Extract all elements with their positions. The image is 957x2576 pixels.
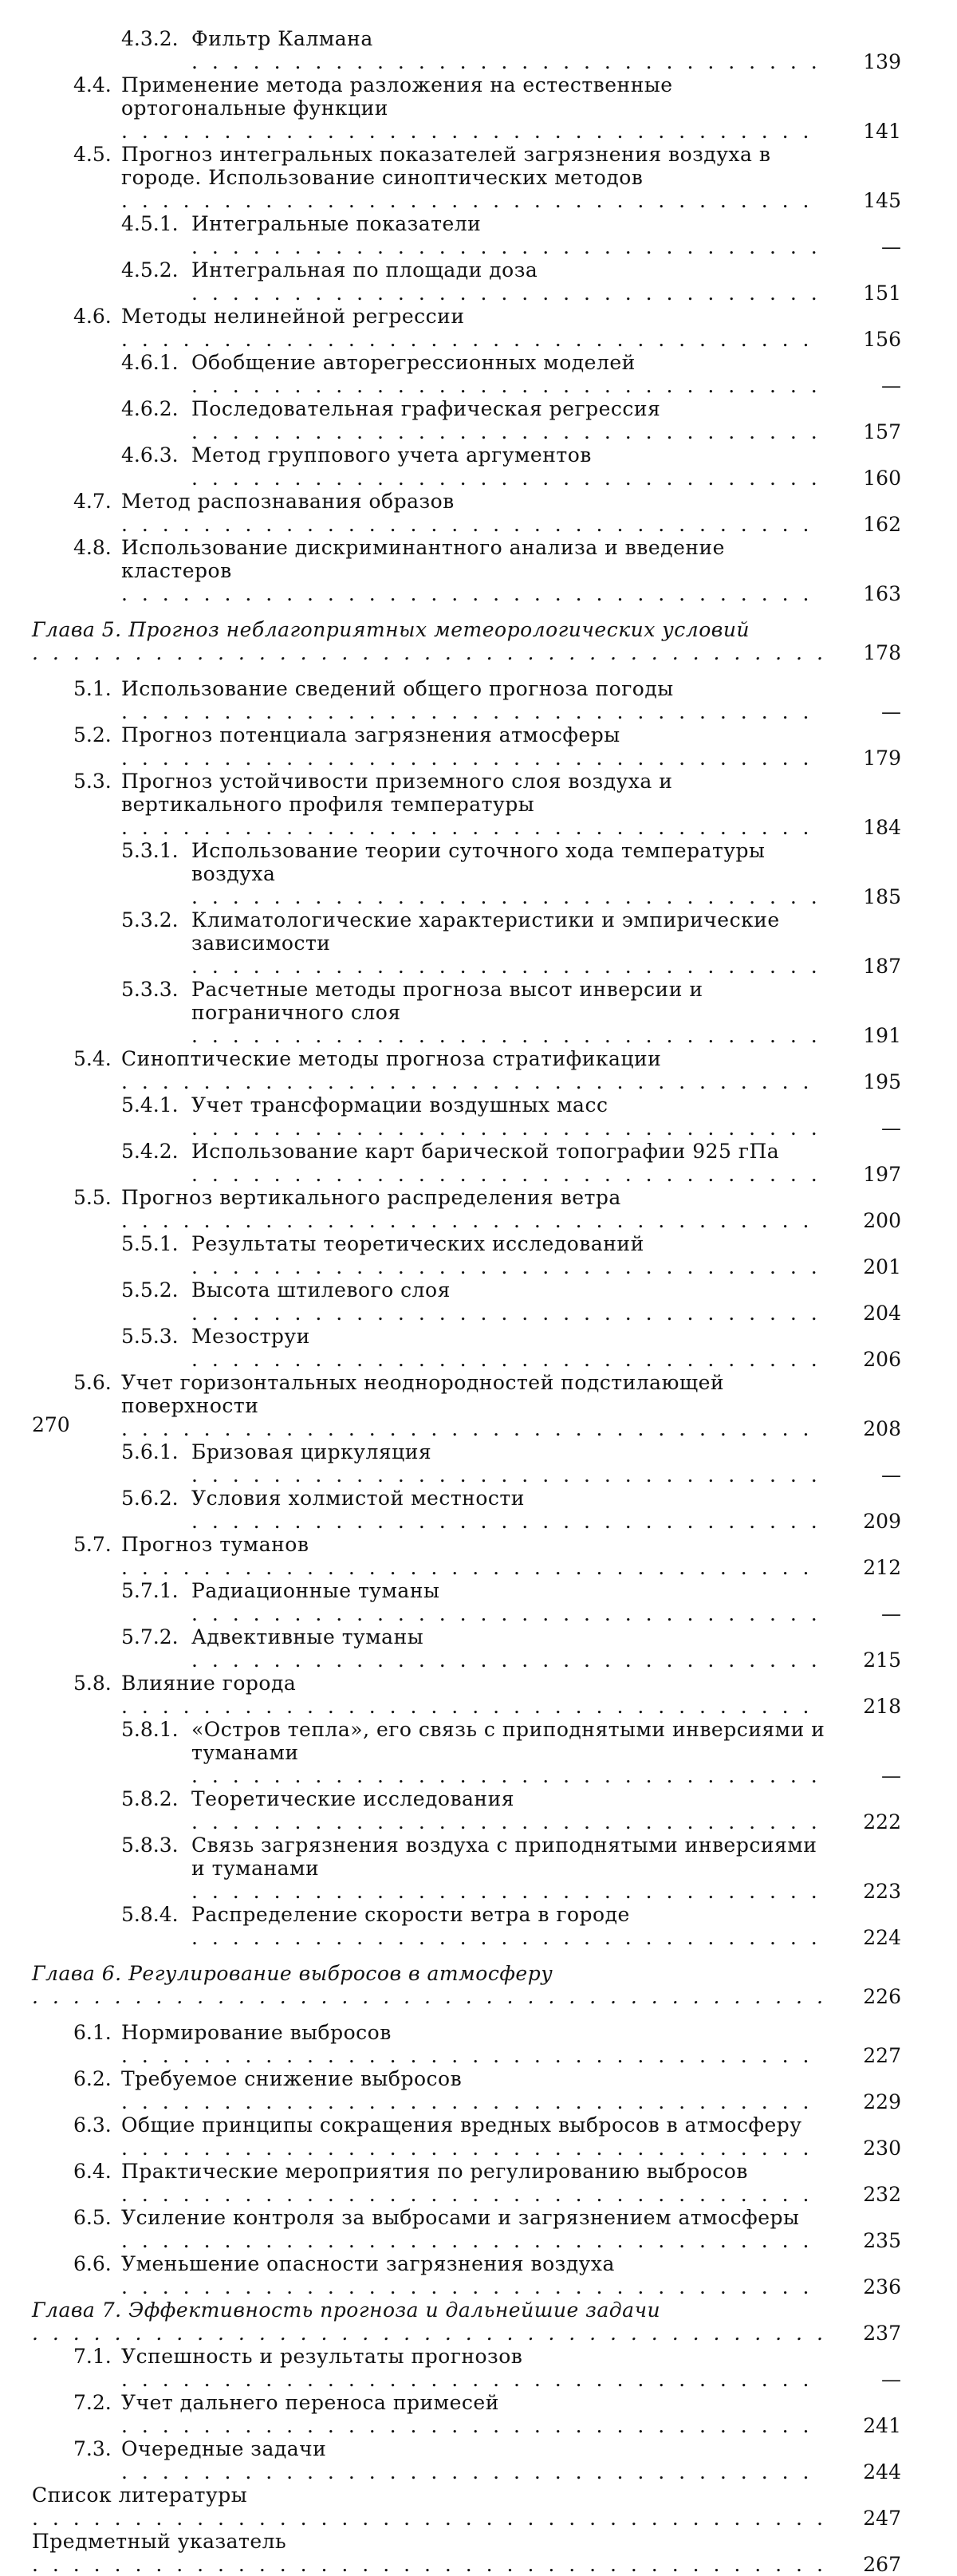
toc-entry xyxy=(32,1533,901,1579)
entry-title: Последовательная графическая регрессия xyxy=(191,397,661,420)
toc-entry xyxy=(32,1579,901,1625)
entry-title: Адвективные туманы xyxy=(191,1625,424,1648)
toc-entry xyxy=(32,1325,901,1371)
toc-entry xyxy=(32,2530,901,2576)
leader-dots: . . . . . . . . . . . . . . . . . . . . . . . . . . . . . . . . . . xyxy=(121,2229,813,2252)
toc-entry xyxy=(32,2067,901,2113)
section-number: 5.4.1. xyxy=(121,1093,179,1117)
page-ref: 178 xyxy=(863,641,901,664)
toc-entry xyxy=(32,1903,901,1949)
section-number: 5.7.1. xyxy=(121,1579,179,1602)
entry-title: Синоптические методы прогноза стратификации xyxy=(121,1047,662,1070)
section-number: 5.5.2. xyxy=(121,1278,179,1302)
toc-entry xyxy=(32,1140,901,1186)
page-ref: 229 xyxy=(863,2090,901,2113)
page-ref: — xyxy=(881,1463,901,1487)
entry-title: Глава 7. Эффективность прогноза и дальнейшие задачи xyxy=(32,2298,661,2322)
section-number: 5.3.3. xyxy=(121,978,179,1001)
leader-dots: . . . . . . . . . . . . . . . . . . . . . . . . . . . . . . . . . . xyxy=(121,2044,813,2067)
leader-dots: . . . . . . . . . . . . . . . . . . . . . . . . . . . . . . . xyxy=(191,885,821,908)
page-ref: 197 xyxy=(863,1163,901,1186)
leader-dots: . . . . . . . . . . . . . . . . . . . . . . . . . . . . . . . xyxy=(191,1255,821,1278)
section-number: 5.7. xyxy=(73,1533,112,1556)
entry-title: Условия холмистой местности xyxy=(191,1487,525,1510)
section-number: 7.3. xyxy=(73,2437,112,2460)
toc-entry xyxy=(32,1093,901,1140)
toc-entry xyxy=(32,2206,901,2252)
entry-title: Использование карт барической топографии 925 гПа xyxy=(191,1140,780,1163)
toc-entry xyxy=(32,443,901,490)
section-number: 5.1. xyxy=(73,677,112,700)
section-number: 5.8.1. xyxy=(121,1718,179,1741)
section-number: 5.3.2. xyxy=(121,908,179,932)
toc-entry xyxy=(32,2021,901,2067)
entry-title: Прогноз туманов xyxy=(121,1533,309,1556)
section-number: 4.3.2. xyxy=(121,27,179,50)
toc-entry xyxy=(32,397,901,443)
section-number: 4.7. xyxy=(73,490,112,513)
leader-dots: . . . . . . . . . . . . . . . . . . . . . . . . . . . . . . . xyxy=(191,50,821,73)
page-ref: — xyxy=(881,700,901,723)
toc-entry xyxy=(32,1672,901,1718)
entry-title: «Остров тепла», его связь с приподнятыми инверсиями и туманами xyxy=(191,1718,825,1764)
section-number: 5.3.1. xyxy=(121,839,179,862)
section-number: 5.5. xyxy=(73,1186,112,1209)
leader-dots: . . . . . . . . . . . . . . . . . . . . . . . . . . . . . . . xyxy=(191,1510,821,1533)
leader-dots: . . . . . . . . . . . . . . . . . . . . . . . . . . . . . . . . . . xyxy=(121,189,813,212)
leader-dots: . . . . . . . . . . . . . . . . . . . . . . . . . . . . . . . . . . xyxy=(121,1209,813,1232)
section-number: 4.8. xyxy=(73,536,112,559)
toc-entry xyxy=(32,258,901,305)
toc-entry xyxy=(32,677,901,723)
section-number: 4.5. xyxy=(73,143,112,166)
entry-title: Обобщение авторегрессионных моделей xyxy=(191,351,636,374)
toc-entry xyxy=(32,305,901,351)
toc-entry xyxy=(32,1718,901,1787)
section-number: 4.6.1. xyxy=(121,351,179,374)
section-number: 5.8.4. xyxy=(121,1903,179,1926)
page-ref: — xyxy=(881,1602,901,1625)
page-ref: 226 xyxy=(863,1985,901,2008)
page-ref: 163 xyxy=(863,582,901,605)
page-ref: 209 xyxy=(863,1510,901,1533)
toc-entry xyxy=(32,2345,901,2391)
page-ref: 139 xyxy=(863,50,901,73)
section-number: 6.6. xyxy=(73,2252,112,2275)
leader-dots: . . . . . . . . . . . . . . . . . . . . . . . . . . . . . . . xyxy=(191,1880,821,1903)
entry-title: Методы нелинейной регрессии xyxy=(121,305,465,328)
page-ref: 204 xyxy=(863,1302,901,1325)
page-ref: 218 xyxy=(863,1695,901,1718)
entry-title: Мезоструи xyxy=(191,1325,310,1348)
chapter-entry xyxy=(32,618,901,664)
entry-title: Требуемое снижение выбросов xyxy=(121,2067,463,2090)
entry-title: Использование дискриминантного анализа и введение кластеров xyxy=(121,536,725,582)
page-ref: 206 xyxy=(863,1348,901,1371)
section-number: 4.6.2. xyxy=(121,397,179,420)
leader-dots: . . . . . . . . . . . . . . . . . . . . . . . . . . . . . . . xyxy=(191,235,821,258)
toc-entry xyxy=(32,1278,901,1325)
leader-dots: . . . . . . . . . . . . . . . . . . . . . . . . . . . . . . . xyxy=(191,1117,821,1140)
leader-dots: . . . . . . . . . . . . . . . . . . . . . . . . . . . . . . . xyxy=(191,1163,821,1186)
toc-entry xyxy=(32,2252,901,2298)
page-ref: — xyxy=(881,2368,901,2391)
entry-title: Учет горизонтальных неоднородностей подстилающей поверхности xyxy=(121,1371,725,1417)
page-ref: 208 xyxy=(863,1417,901,1440)
entry-title: Теоретические исследования xyxy=(191,1787,515,1810)
entry-title: Список литературы xyxy=(32,2483,248,2507)
leader-dots: . . . . . . . . . . . . . . . . . . . . . . . . . . . . . . . . . . xyxy=(121,2275,813,2298)
leader-dots: . . . . . . . . . . . . . . . . . . . . . . . . . . . . . . . . . . . . . . . xyxy=(32,2507,827,2530)
entry-title: Глава 6. Регулирование выбросов в атмосферу xyxy=(32,1962,553,1985)
entry-title: Метод группового учета аргументов xyxy=(191,443,592,467)
leader-dots: . . . . . . . . . . . . . . . . . . . . . . . . . . . . . . . xyxy=(191,1648,821,1672)
toc-entry xyxy=(32,73,901,143)
entry-title: Использование теории суточного хода температуры воздуха xyxy=(191,839,766,885)
toc-entry xyxy=(32,770,901,839)
page-ref: — xyxy=(881,374,901,397)
entry-title: Расчетные методы прогноза высот инверсии и пограничного слоя xyxy=(191,978,703,1024)
leader-dots: . . . . . . . . . . . . . . . . . . . . . . . . . . . . . . . . . . xyxy=(121,1556,813,1579)
section-number: 5.6. xyxy=(73,1371,112,1394)
page-ref: 185 xyxy=(863,885,901,908)
leader-dots: . . . . . . . . . . . . . . . . . . . . . . . . . . . . . . . . . . . . . . . xyxy=(32,641,827,664)
leader-dots: . . . . . . . . . . . . . . . . . . . . . . . . . . . . . . . xyxy=(191,1024,821,1047)
leader-dots: . . . . . . . . . . . . . . . . . . . . . . . . . . . . . . . . . . xyxy=(121,1417,813,1440)
page-ref: 212 xyxy=(863,1556,901,1579)
section-number: 5.8. xyxy=(73,1672,112,1695)
section-number: 4.6. xyxy=(73,305,112,328)
page-ref: 241 xyxy=(863,2414,901,2437)
leader-dots: . . . . . . . . . . . . . . . . . . . . . . . . . . . . . . . xyxy=(191,1764,821,1787)
leader-dots: . . . . . . . . . . . . . . . . . . . . . . . . . . . . . . . . . . xyxy=(121,2368,813,2391)
leader-dots: . . . . . . . . . . . . . . . . . . . . . . . . . . . . . . . . . . xyxy=(121,1070,813,1093)
entry-title: Фильтр Калмана xyxy=(191,27,373,50)
section-number: 6.5. xyxy=(73,2206,112,2229)
toc-entry xyxy=(32,1625,901,1672)
entry-title: Радиационные туманы xyxy=(191,1579,440,1602)
leader-dots: . . . . . . . . . . . . . . . . . . . . . . . . . . . . . . . xyxy=(191,1348,821,1371)
leader-dots: . . . . . . . . . . . . . . . . . . . . . . . . . . . . . . . . . . xyxy=(121,120,813,143)
section-number: 6.2. xyxy=(73,2067,112,2090)
leader-dots: . . . . . . . . . . . . . . . . . . . . . . . . . . . . . . . xyxy=(191,1302,821,1325)
section-number: 7.2. xyxy=(73,2391,112,2414)
toc-entry xyxy=(32,2437,901,2483)
toc-entry xyxy=(32,1047,901,1093)
entry-title: Нормирование выбросов xyxy=(121,2021,392,2044)
leader-dots: . . . . . . . . . . . . . . . . . . . . . . . . . . . . . . . xyxy=(191,467,821,490)
leader-dots: . . . . . . . . . . . . . . . . . . . . . . . . . . . . . . . . . . xyxy=(121,1695,813,1718)
entry-title: Высота штилевого слоя xyxy=(191,1278,451,1302)
section-number: 5.6.1. xyxy=(121,1440,179,1463)
entry-title: Очередные задачи xyxy=(121,2437,327,2460)
leader-dots: . . . . . . . . . . . . . . . . . . . . . . . . . . . . . . . . . . xyxy=(121,582,813,605)
page-ref: 247 xyxy=(863,2507,901,2530)
leader-dots: . . . . . . . . . . . . . . . . . . . . . . . . . . . . . . . . . . . . . . . xyxy=(32,2322,827,2345)
entry-title: Связь загрязнения воздуха с приподнятыми инверсиями и туманами xyxy=(191,1834,817,1880)
page-ref: 230 xyxy=(863,2137,901,2160)
toc-entry xyxy=(32,1440,901,1487)
section-number: 4.5.2. xyxy=(121,258,179,282)
page-ref: — xyxy=(881,1117,901,1140)
entry-title: Влияние города xyxy=(121,1672,297,1695)
leader-dots: . . . . . . . . . . . . . . . . . . . . . . . . . . . . . . . xyxy=(191,1463,821,1487)
leader-dots: . . . . . . . . . . . . . . . . . . . . . . . . . . . . . . . xyxy=(191,1602,821,1625)
page-ref: 187 xyxy=(863,955,901,978)
leader-dots: . . . . . . . . . . . . . . . . . . . . . . . . . . . . . . . . . . xyxy=(121,2414,813,2437)
page-ref: 200 xyxy=(863,1209,901,1232)
section-number: 4.4. xyxy=(73,73,112,97)
section-number: 6.3. xyxy=(73,2113,112,2137)
page-ref: 227 xyxy=(863,2044,901,2067)
page-ref: 237 xyxy=(863,2322,901,2345)
entry-title: Усиление контроля за выбросами и загрязнением атмосферы xyxy=(121,2206,800,2229)
section-number: 5.4.2. xyxy=(121,1140,179,1163)
leader-dots: . . . . . . . . . . . . . . . . . . . . . . . . . . . . . . . xyxy=(191,1810,821,1834)
leader-dots: . . . . . . . . . . . . . . . . . . . . . . . . . . . . . . . . . . xyxy=(121,816,813,839)
entry-title: Интегральная по площади доза xyxy=(191,258,538,282)
leader-dots: . . . . . . . . . . . . . . . . . . . . . . . . . . . . . . . xyxy=(191,374,821,397)
page-ref: 157 xyxy=(863,420,901,443)
page-ref: 224 xyxy=(863,1926,901,1949)
leader-dots: . . . . . . . . . . . . . . . . . . . . . . . . . . . . . . . . . . xyxy=(121,700,813,723)
page-ref: 244 xyxy=(863,2460,901,2483)
entry-title: Метод распознавания образов xyxy=(121,490,455,513)
toc-entry xyxy=(32,143,901,212)
section-number: 6.1. xyxy=(73,2021,112,2044)
entry-title: Прогноз вертикального распределения ветра xyxy=(121,1186,621,1209)
page-ref: 223 xyxy=(863,1880,901,1903)
entry-title: Распределение скорости ветра в городе xyxy=(191,1903,630,1926)
page-number: 270 xyxy=(32,1413,70,1436)
toc-entry xyxy=(32,1834,901,1903)
entry-title: Прогноз потенциала загрязнения атмосферы xyxy=(121,723,620,746)
leader-dots: . . . . . . . . . . . . . . . . . . . . . . . . . . . . . . . xyxy=(191,955,821,978)
entry-title: Глава 5. Прогноз неблагоприятных метеорологических условий xyxy=(32,618,750,641)
leader-dots: . . . . . . . . . . . . . . . . . . . . . . . . . . . . . . . xyxy=(191,282,821,305)
entry-title: Успешность и результаты прогнозов xyxy=(121,2345,523,2368)
leader-dots: . . . . . . . . . . . . . . . . . . . . . . . . . . . . . . . . . . xyxy=(121,2460,813,2483)
entry-title: Уменьшение опасности загрязнения воздуха xyxy=(121,2252,615,2275)
toc-entry xyxy=(32,908,901,978)
entry-title: Учет трансформации воздушных масс xyxy=(191,1093,608,1117)
entry-title: Прогноз устойчивости приземного слоя воздуха и вертикального профиля температуры xyxy=(121,770,673,816)
page-ref: 162 xyxy=(863,513,901,536)
page-ref: 195 xyxy=(863,1070,901,1093)
chapter-entry xyxy=(32,2298,901,2345)
page-ref: 215 xyxy=(863,1648,901,1672)
entry-title: Использование сведений общего прогноза погоды xyxy=(121,677,674,700)
page-ref: 179 xyxy=(863,746,901,770)
entry-title: Практические мероприятия по регулированию выбросов xyxy=(121,2160,748,2183)
section-number: 6.4. xyxy=(73,2160,112,2183)
page-ref: 235 xyxy=(863,2229,901,2252)
entry-title: Бризовая циркуляция xyxy=(191,1440,432,1463)
toc-entry xyxy=(32,723,901,770)
toc-entry xyxy=(32,1787,901,1834)
leader-dots: . . . . . . . . . . . . . . . . . . . . . . . . . . . . . . . . . . xyxy=(121,328,813,351)
toc-entry xyxy=(32,351,901,397)
toc-entry xyxy=(32,490,901,536)
entry-title: Прогноз интегральных показателей загрязнения воздуха в городе. Использование синоптических методов xyxy=(121,143,771,189)
leader-dots: . . . . . . . . . . . . . . . . . . . . . . . . . . . . . . . . . . xyxy=(121,746,813,770)
page-ref: 156 xyxy=(863,328,901,351)
page-ref: 184 xyxy=(863,816,901,839)
toc-entry xyxy=(32,2160,901,2206)
section-number: 5.6.2. xyxy=(121,1487,179,1510)
toc-entry xyxy=(32,1371,901,1440)
leader-dots: . . . . . . . . . . . . . . . . . . . . . . . . . . . . . . . . . . . . . . . xyxy=(32,2553,827,2576)
toc-entry xyxy=(32,2391,901,2437)
leader-dots: . . . . . . . . . . . . . . . . . . . . . . . . . . . . . . . . . . xyxy=(121,513,813,536)
leader-dots: . . . . . . . . . . . . . . . . . . . . . . . . . . . . . . . . . . . . . . . xyxy=(32,1985,827,2008)
leader-dots: . . . . . . . . . . . . . . . . . . . . . . . . . . . . . . . xyxy=(191,1926,821,1949)
entry-title: Результаты теоретических исследований xyxy=(191,1232,644,1255)
table-of-contents xyxy=(32,27,901,2576)
entry-title: Предметный указатель xyxy=(32,2530,287,2553)
leader-dots: . . . . . . . . . . . . . . . . . . . . . . . . . . . . . . . . . . xyxy=(121,2137,813,2160)
page-ref: — xyxy=(881,1764,901,1787)
toc-entry xyxy=(32,2113,901,2160)
entry-title: Интегральные показатели xyxy=(191,212,482,235)
section-number: 4.5.1. xyxy=(121,212,179,235)
page-ref: 191 xyxy=(863,1024,901,1047)
leader-dots: . . . . . . . . . . . . . . . . . . . . . . . . . . . . . . . . . . xyxy=(121,2090,813,2113)
section-number: 5.4. xyxy=(73,1047,112,1070)
toc-entry xyxy=(32,212,901,258)
page-ref: 222 xyxy=(863,1810,901,1834)
toc-entry xyxy=(32,536,901,605)
toc-entry xyxy=(32,27,901,73)
section-number: 5.2. xyxy=(73,723,112,746)
entry-title: Климатологические характеристики и эмпирические зависимости xyxy=(191,908,780,955)
chapter-entry xyxy=(32,1962,901,2008)
leader-dots: . . . . . . . . . . . . . . . . . . . . . . . . . . . . . . . . . . xyxy=(121,2183,813,2206)
page-ref: 160 xyxy=(863,467,901,490)
leader-dots: . . . . . . . . . . . . . . . . . . . . . . . . . . . . . . . xyxy=(191,420,821,443)
section-number: 5.7.2. xyxy=(121,1625,179,1648)
toc-entry xyxy=(32,1232,901,1278)
page-ref: 267 xyxy=(863,2553,901,2576)
section-number: 5.8.2. xyxy=(121,1787,179,1810)
page-ref: — xyxy=(881,235,901,258)
entry-title: Применение метода разложения на естественные ортогональные функции xyxy=(121,73,673,120)
section-number: 4.6.3. xyxy=(121,443,179,467)
page-ref: 236 xyxy=(863,2275,901,2298)
entry-title: Учет дальнего переноса примесей xyxy=(121,2391,499,2414)
section-number: 5.3. xyxy=(73,770,112,793)
section-number: 7.1. xyxy=(73,2345,112,2368)
section-number: 5.8.3. xyxy=(121,1834,179,1857)
section-number: 5.5.3. xyxy=(121,1325,179,1348)
section-number: 5.5.1. xyxy=(121,1232,179,1255)
toc-entry xyxy=(32,1487,901,1533)
toc-entry xyxy=(32,839,901,908)
page-ref: 141 xyxy=(863,120,901,143)
page-ref: 232 xyxy=(863,2183,901,2206)
page-ref: 201 xyxy=(863,1255,901,1278)
page-ref: 151 xyxy=(863,282,901,305)
toc-entry xyxy=(32,978,901,1047)
page-ref: 145 xyxy=(863,189,901,212)
toc-entry xyxy=(32,1186,901,1232)
entry-title: Общие принципы сокращения вредных выбросов в атмосферу xyxy=(121,2113,802,2137)
toc-entry xyxy=(32,2483,901,2530)
